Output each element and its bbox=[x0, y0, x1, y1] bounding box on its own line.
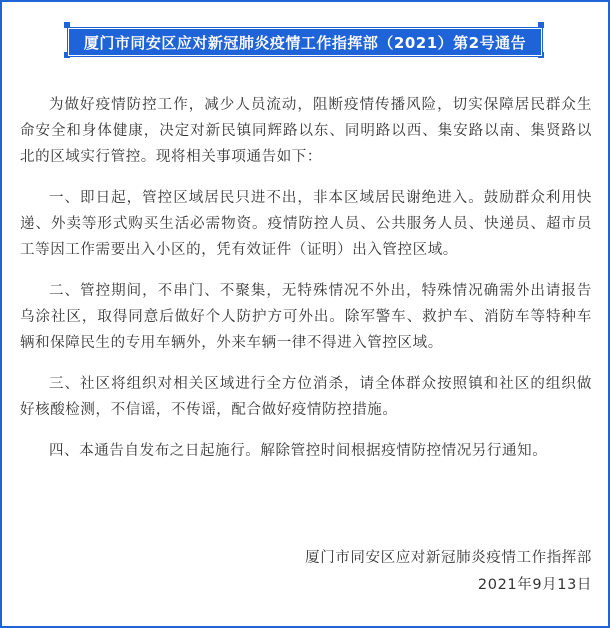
title-bar bbox=[68, 28, 542, 56]
paragraph-item-2: 二、管控期间，不串门、不聚集，无特殊情况不外出，特殊情况确需外出请报告乌涂社区，取得同意后做好个人防护方可外出。除军警车、救护车、消防车等特种车辆和保障民生的专用车辆外，外来车辆一律不得进入管控区域。 bbox=[20, 283, 592, 351]
issue-date: 2021年9月13日 bbox=[477, 577, 592, 593]
paragraph-item-4: 四、本通告自发布之日起施行。解除管控时间根据疫情防控情况另行通知。 bbox=[49, 443, 548, 459]
notice-title: 厦门市同安区应对新冠肺炎疫情工作指挥部（2021）第2号通告 bbox=[83, 33, 527, 52]
paragraph-intro: 为做好疫情防控工作，减少人员流动，阻断疫情传播风险，切实保障居民群众生命安全和身体健康，决定对新民镇同辉路以东、同明路以西、集安路以南、集贤路以北的区域实行管控。现将相关事项通告如下： bbox=[20, 97, 592, 165]
paragraph-item-1: 一、即日起，管控区域居民只进不出，非本区域居民谢绝进入。鼓励群众利用快递、外卖等形式购买生活必需物资。疫情防控人员、公共服务人员、快递员、超市员工等因工作需要出入小区的，凭有效证件（证明）出入管控区域。 bbox=[20, 190, 592, 258]
notice-title-banner bbox=[64, 22, 544, 58]
issuer-name: 厦门市同安区应对新冠肺炎疫情工作指挥部 bbox=[305, 550, 592, 566]
paragraph-item-3: 三、社区将组织对相关区域进行全方位消杀，请全体群众按照镇和社区的组织做好核酸检测，不信谣，不传谣，配合做好疫情防控措施。 bbox=[20, 376, 592, 418]
notice-signature bbox=[305, 545, 592, 599]
notice-body bbox=[20, 92, 592, 479]
